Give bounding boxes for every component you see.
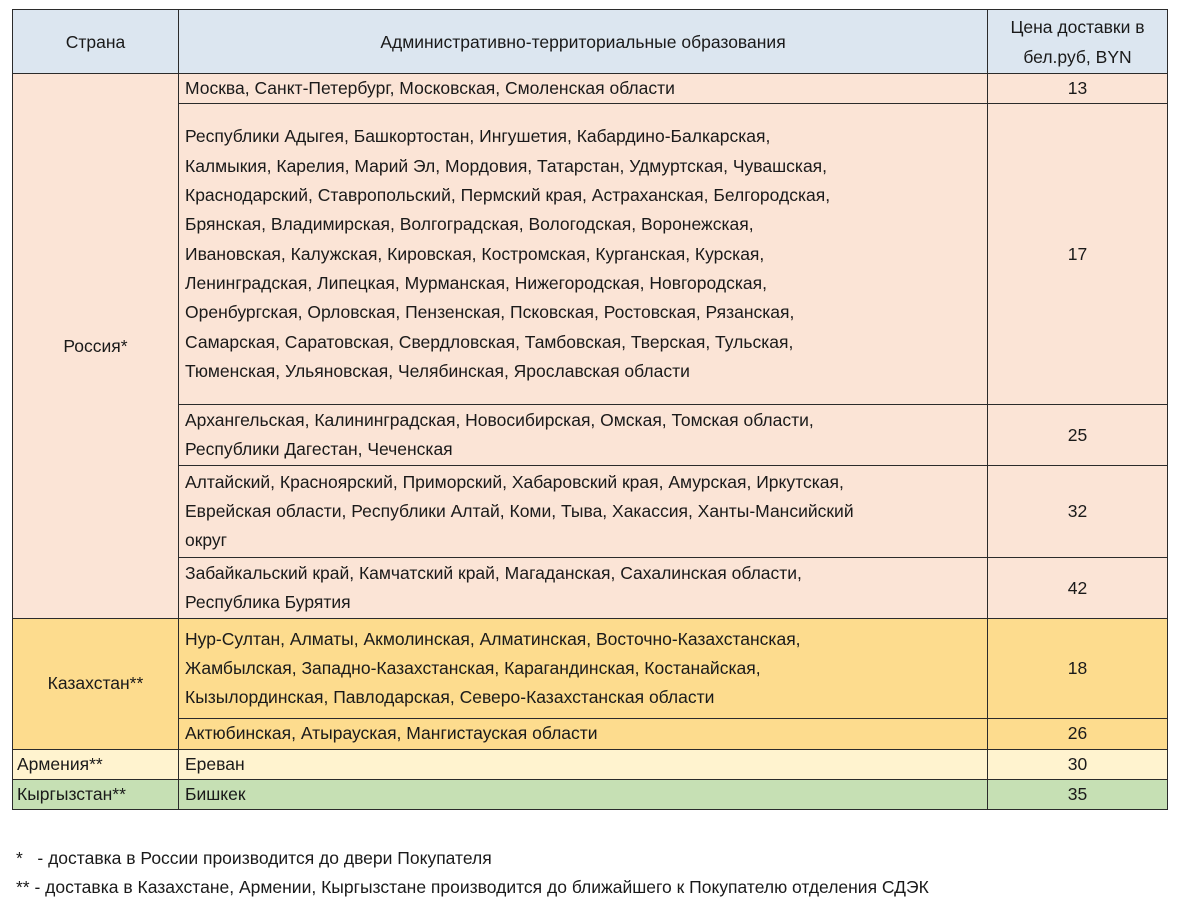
country-cell-kazakhstan: Казахстан**: [13, 619, 179, 749]
footnote-cdek: ** - доставка в Казахстане, Армении, Кыргызстане производится до ближайшего к Покупателю отделения СДЭК: [16, 877, 929, 897]
header-price: Цена доставки в бел.руб, BYN: [988, 10, 1168, 74]
price-cell: 18: [988, 619, 1168, 719]
price-cell: 42: [988, 558, 1168, 619]
regions-cell: Ереван: [179, 749, 988, 779]
price-cell: 35: [988, 779, 1168, 809]
price-cell: 30: [988, 749, 1168, 779]
regions-cell: Архангельская, Калининградская, Новосибирская, Омская, Томская области, Республики Дагестан, Чеченская: [179, 405, 988, 466]
regions-cell: Алтайский, Красноярский, Приморский, Хабаровский края, Амурская, Иркутская, Еврейская области, Республики Алтай, Коми, Тыва, Хакассия, Ханты-Мансийский округ: [179, 466, 988, 558]
table-row: [13, 405, 1168, 466]
price-cell: 13: [988, 74, 1168, 104]
table-row: [13, 104, 1168, 405]
delivery-price-table: [12, 9, 1168, 810]
footnote-russia: * - доставка в России производится до двери Покупателя: [16, 848, 492, 868]
table-row: [13, 779, 1168, 809]
regions-cell: Забайкальский край, Камчатский край, Магаданская, Сахалинская области, Республика Бурятия: [179, 558, 988, 619]
table-row: [13, 619, 1168, 719]
price-cell: 26: [988, 719, 1168, 749]
regions-cell: Актюбинская, Атырауская, Мангистауская области: [179, 719, 988, 749]
regions-cell: Нур-Султан, Алматы, Акмолинская, Алматинская, Восточно-Казахстанская, Жамбылская, Западно-Казахстанская, Карагандинская, Костанайская, Кызылординская, Павлодарская, Северо-Казахстанская области: [179, 619, 988, 719]
table-row: [13, 719, 1168, 749]
header-regions: Административно-территориальные образования: [179, 10, 988, 74]
footnotes: [16, 844, 929, 902]
country-cell-armenia: Армения**: [13, 749, 179, 779]
country-cell-russia: Россия*: [13, 74, 179, 619]
table-row: [13, 74, 1168, 104]
regions-cell: Бишкек: [179, 779, 988, 809]
price-cell: 17: [988, 104, 1168, 405]
table-row: [13, 558, 1168, 619]
table-row: [13, 749, 1168, 779]
country-cell-kyrgyzstan: Кыргызстан**: [13, 779, 179, 809]
price-cell: 25: [988, 405, 1168, 466]
header-country: Страна: [13, 10, 179, 74]
table-header-row: [13, 10, 1168, 74]
regions-cell: Москва, Санкт-Петербург, Московская, Смоленская области: [179, 74, 988, 104]
regions-cell: Республики Адыгея, Башкортостан, Ингушетия, Кабардино-Балкарская, Калмыкия, Карелия, Марий Эл, Мордовия, Татарстан, Удмуртская, Чувашская, Краснодарский, Ставропольский, Пермский края, Астраханская, Белгородская, Брянская, Владимирская, Волгоградская, Вологодская, Воронежская, Ивановская, Калужская, Кировская, Костромская, Курганская, Курская, Ленинградская, Липецкая, Мурманская, Нижегородская, Новгородская, Оренбургская, Орловская, Пензенская, Псковская, Ростовская, Рязанская, Самарская, Саратовская, Свердловская, Тамбовская, Тверская, Тульская, Тюменская, Ульяновская, Челябинская, Ярославская области: [179, 104, 988, 405]
table-row: [13, 466, 1168, 558]
price-cell: 32: [988, 466, 1168, 558]
